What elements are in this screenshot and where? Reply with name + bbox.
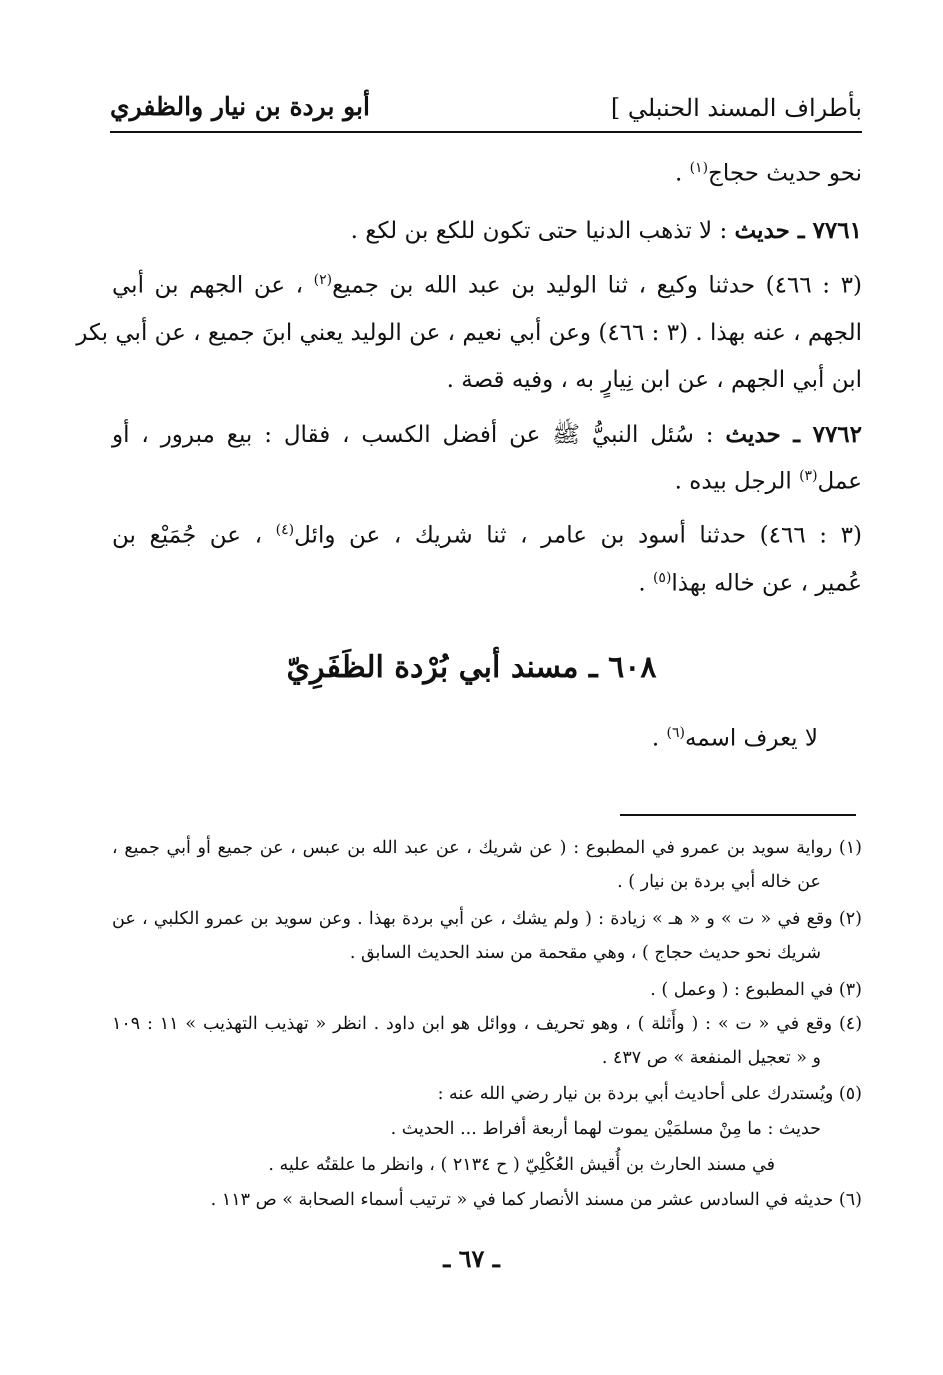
hadith-7761 [351,217,862,244]
text: . [651,725,667,752]
text: عمل [817,468,862,495]
isnad-line: الجهم ، عنه بهذا . (٣ : ٤٦٦) وعن أبي نعيم ، عن الوليد يعني ابنَ جميع ، عن أبي بكر [76,320,862,346]
hadith-number: ٧٧٦١ ـ حديث [734,217,862,244]
text: لا يعرف اسمه [684,725,818,752]
header-rule [110,131,862,133]
footnote-4: (٤) وقع في « ت » : ( وأَثلة ) ، وهو تحريف ، ووائل هو ابن داود . انظر « تهذيب التهذيب » ١١ : ١٠٩ [112,1014,863,1034]
text: ، عن الجهم بن أبي [112,272,314,299]
footnote-ref: (٢) [313,272,333,288]
footnote-ref: (١) [689,160,709,176]
text: . [638,570,653,597]
text-line [675,468,862,495]
footnote-ref: (٣) [799,468,818,484]
isnad-line [112,272,862,299]
footnote-4-cont: و « تعجيل المنفعة » ص ٤٣٧ . [601,1048,821,1068]
text: . [674,160,690,187]
footnote-3: (٣) في المطبوع : ( وعمل ) . [650,980,862,1000]
hadith-number: ٧٧٦٢ ـ حديث [725,421,863,448]
header-chapter-title: أبو بردة بن نيار والظفري [110,92,370,121]
hadith-text: : لا تذهب الدنيا حتى تكون للكع بن لكع . [350,218,735,244]
running-header [110,88,862,128]
footnote-ref: (٦) [666,725,685,741]
text: الرجل بيده . [674,468,800,495]
hadith-text: : سُئل النبيُّ ﷺ عن أفضل الكسب ، فقال : بيع مبرور ، أو [112,422,726,448]
isnad-line [638,570,862,597]
text: ، عن جُمَيْع بن [112,522,276,549]
hadith-7762 [112,420,862,454]
text-line [652,725,818,752]
footnote-1: (١) رواية سويد بن عمرو في المطبوع : ( عن شريك ، عن عبد الله بن عبس ، عن جميع أو أبي جميع ، [112,838,862,858]
footnote-ref: (٥) [652,570,672,586]
isnad-line [112,522,862,549]
footnote-ref: (٤) [275,522,295,538]
text: (٣ : ٤٦٦) حدثنا وكيع ، ثنا الوليد بن عبد الله بن جميع [332,272,862,299]
text: (٣ : ٤٦٦) حدثنا أسود بن عامر ، ثنا شريك ، عن وائل [294,522,862,549]
page-number: ـ ٦٧ ـ [443,1244,500,1273]
footnote-rule [620,814,856,816]
footnote-2: (٢) وقع في « ت » و « هـ » زيادة : ( ولم يشك ، عن أبي بردة بهذا . وعن سويد بن عمرو الكلبي ، عن [112,909,862,929]
isnad-line: ابن أبي الجهم ، عن ابن نِيارٍ به ، وفيه قصة . [446,367,862,393]
text: نحو حديث حجاج [708,160,862,187]
header-book-title: بأطراف المسند الحنبلي ] [610,94,862,122]
section-heading: ٦٠٨ ـ مسند أبي بُرْدة الظَفَرِيّ [286,650,657,685]
footnote-2-cont: شريك نحو حديث حجاج ) ، وهي مقحمة من سند الحديث السابق . [349,943,821,963]
footnote-6: (٦) حديثه في السادس عشر من مسند الأنصار كما في « ترتيب أسماء الصحابة » ص ١١٣ . [210,1190,862,1210]
footnote-5-cont: في مسند الحارث بن أُقيش العُكْلِيّ ( ح ٢١٣٤ ) ، وانظر ما علقتُه عليه . [268,1155,775,1175]
text: عُمير ، عن خاله بهذا [671,570,862,597]
text-line [675,160,862,187]
footnote-5: (٥) ويُستدرك على أحاديث أبي بردة بن نيار رضي الله عنه : [437,1084,862,1104]
footnote-5-cont: حديث : ما مِنْ مسلمَيْن يموت لهما أربعة أفراط ... الحديث . [390,1119,821,1139]
footnote-1-cont: عن خاله أبي بردة بن نيار ) . [617,872,821,892]
